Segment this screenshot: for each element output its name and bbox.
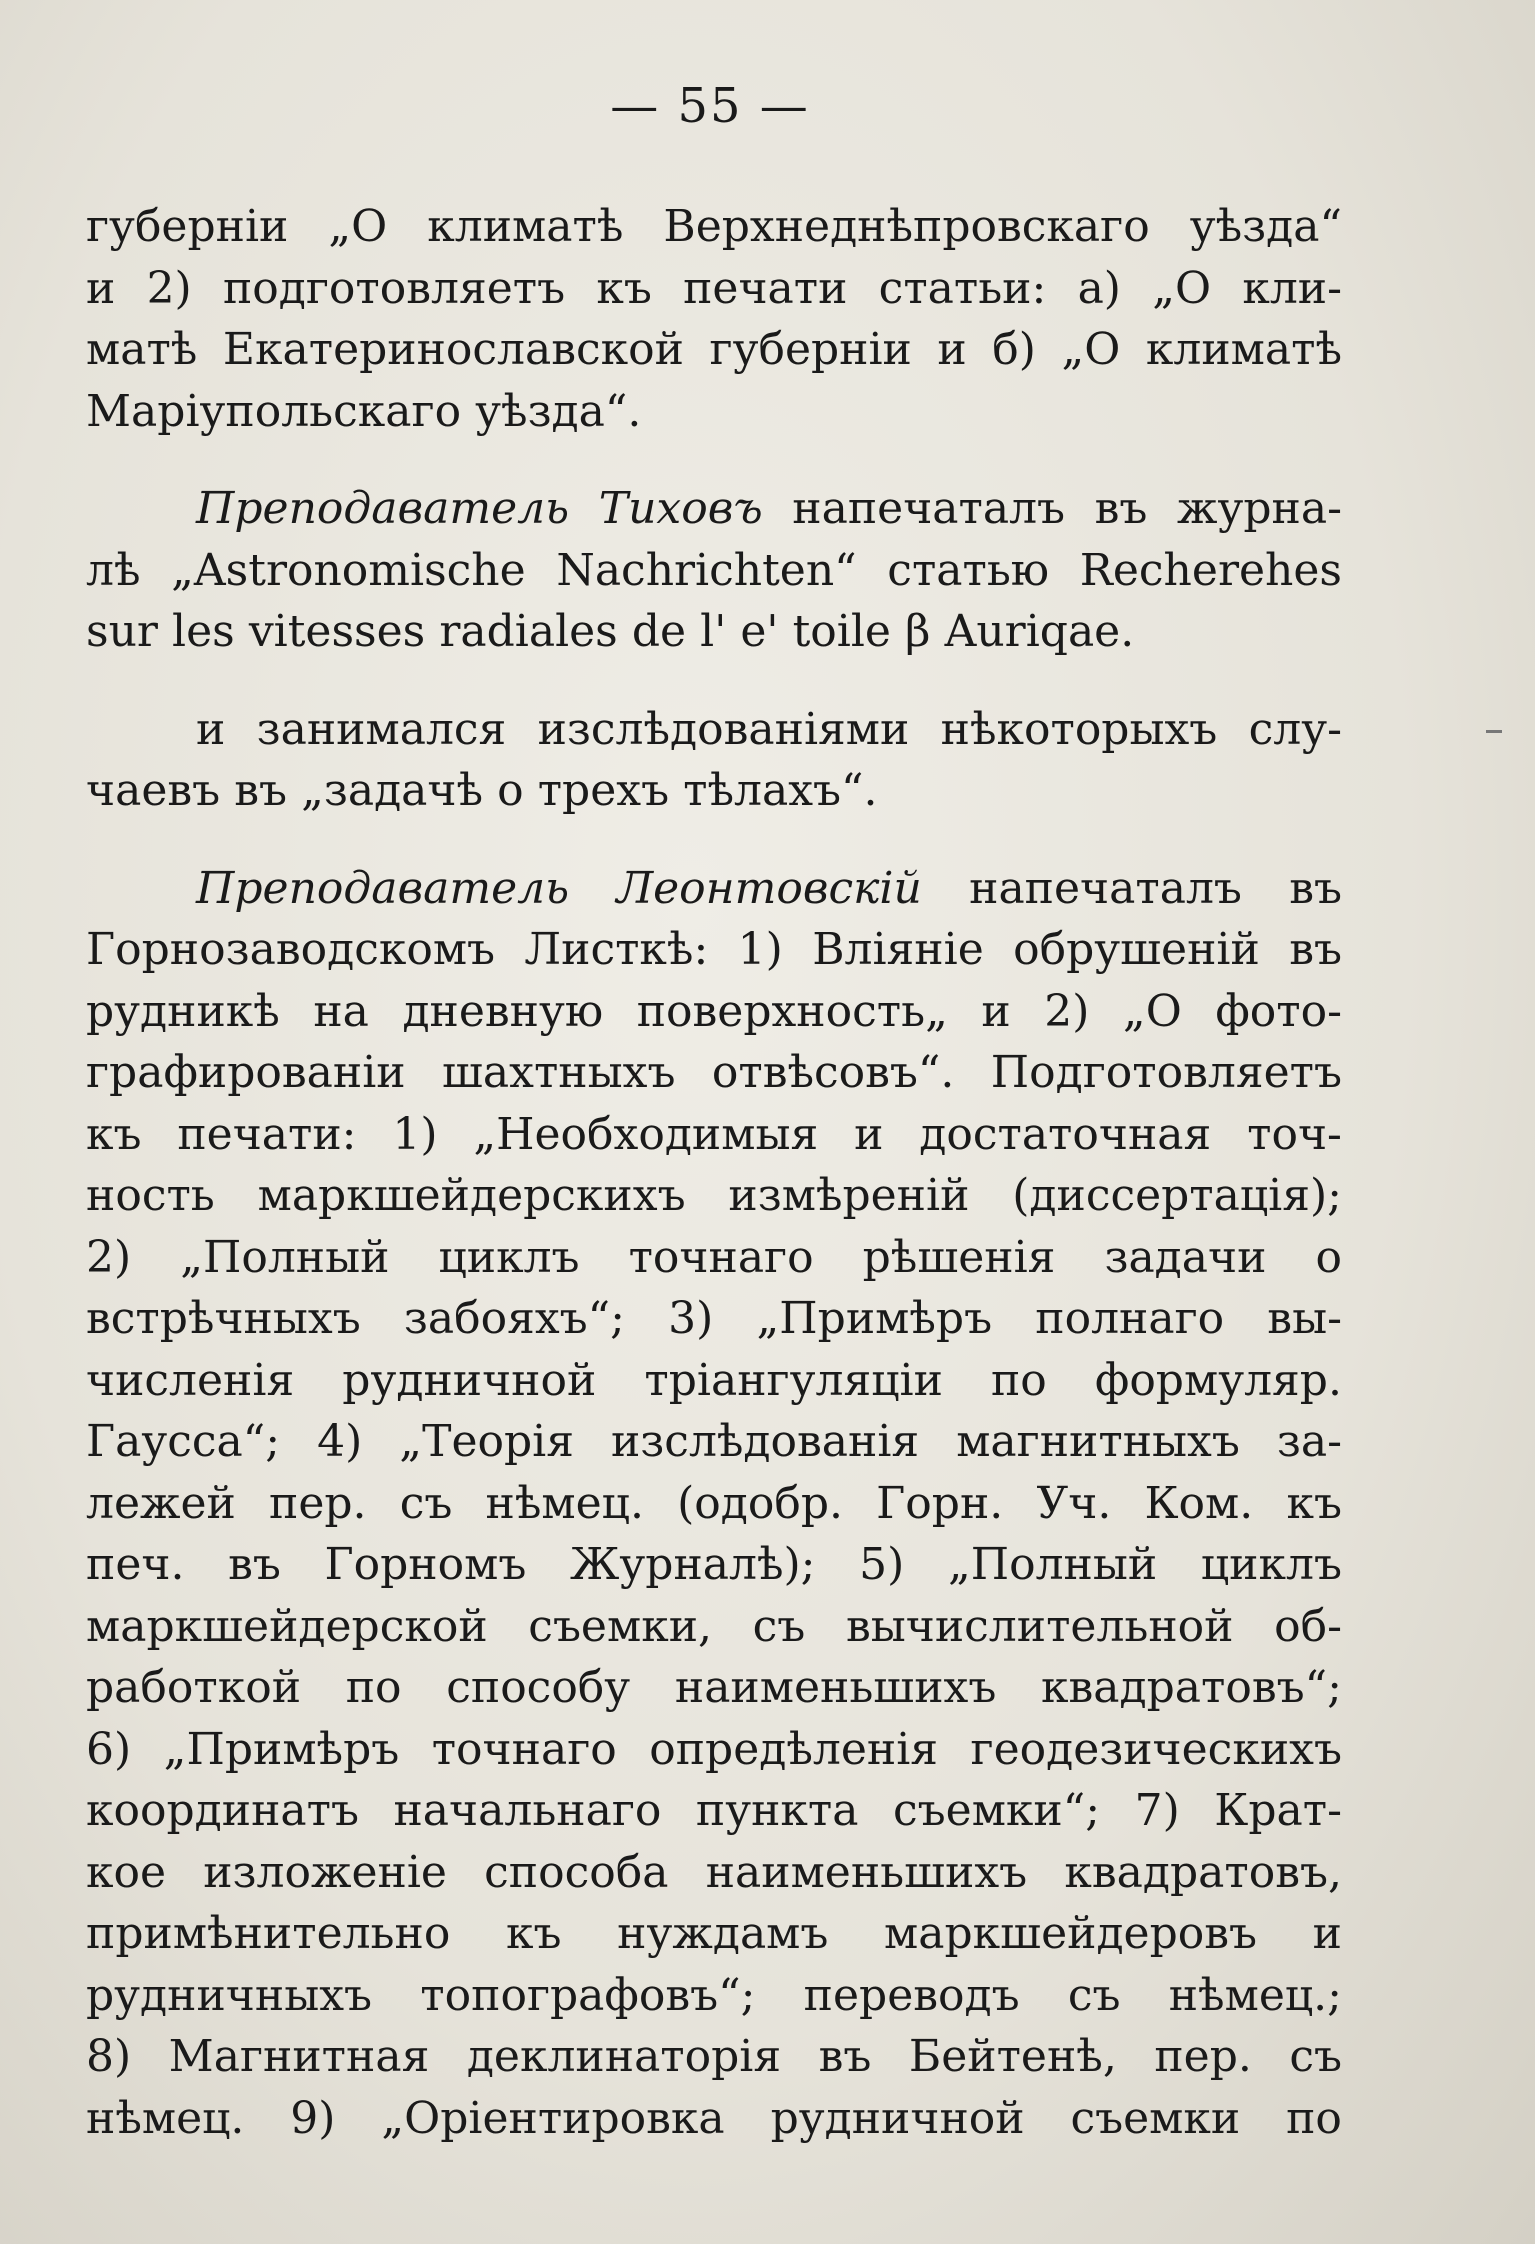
word: Листкѣ: <box>524 924 709 975</box>
word: печати: <box>177 1108 357 1160</box>
text-line <box>86 2026 1342 2088</box>
word: „Примѣръ <box>756 1293 993 1344</box>
text-line <box>86 1842 1342 1904</box>
word: „Полный <box>947 1539 1158 1590</box>
word: точ- <box>1247 1108 1342 1160</box>
text-line <box>86 981 1342 1043</box>
word: въ <box>818 2031 872 2082</box>
word: вычислительной <box>845 1600 1234 1652</box>
text-line <box>86 1903 1342 1965</box>
word: vitesses <box>248 606 426 657</box>
word: геодезическихъ <box>970 1723 1342 1775</box>
word: de <box>631 606 687 657</box>
word: уѣзда“ <box>1189 201 1342 252</box>
word: β <box>905 606 931 657</box>
paragraph-gap <box>86 663 1342 699</box>
word: въ <box>1094 483 1148 534</box>
word: e' <box>740 606 779 657</box>
word: напечаталъ <box>969 862 1242 914</box>
word: печ. <box>86 1539 185 1590</box>
word: забояхъ“; <box>403 1293 625 1344</box>
word: съ <box>752 1600 806 1652</box>
word: координатъ <box>86 1785 359 1836</box>
word: рудничной <box>770 2092 1025 2144</box>
word: „Необходимыя <box>473 1108 819 1160</box>
word: и <box>981 985 1011 1037</box>
word: рудничныхъ <box>86 1969 373 2021</box>
word: toile <box>792 606 891 657</box>
word: „Теорія <box>399 1416 574 1467</box>
text-line <box>86 1719 1342 1781</box>
word: къ <box>506 1908 562 1959</box>
word: Екатеринославской <box>222 324 684 375</box>
text-line <box>86 699 1342 761</box>
word: 5) <box>859 1539 905 1590</box>
word: съемки, <box>528 1600 713 1652</box>
word: по <box>990 1354 1047 1406</box>
word: слу- <box>1248 703 1342 755</box>
italic-word: Леонтовскій <box>616 862 922 914</box>
word: губерніи <box>709 324 912 375</box>
word: шахтныхъ <box>442 1047 676 1098</box>
word: вы- <box>1267 1293 1342 1344</box>
word: въ <box>1289 862 1342 914</box>
word: рудничной <box>342 1354 597 1406</box>
paragraph <box>86 196 1342 442</box>
word: „О <box>1152 262 1212 314</box>
word: поверхность„ <box>636 985 948 1037</box>
word: съемки“; <box>893 1785 1101 1836</box>
word: съ <box>399 1477 453 1529</box>
word: магнитныхъ <box>956 1416 1240 1467</box>
word: маркшейдерскихъ <box>257 1170 686 1221</box>
paragraph <box>86 858 1342 2150</box>
word: тѣлахъ“. <box>683 765 878 816</box>
word: уѣзда“. <box>475 385 642 437</box>
word: квадратовъ“; <box>1041 1662 1342 1713</box>
word: 8) <box>86 2031 132 2082</box>
word: за- <box>1276 1416 1342 1467</box>
word: точнаго <box>431 1723 617 1775</box>
word: и <box>196 703 226 755</box>
word: Журналѣ); <box>569 1539 816 1590</box>
text-line <box>86 1288 1342 1350</box>
word: и <box>854 1108 884 1160</box>
word: лежей <box>86 1477 236 1529</box>
text-line <box>86 2088 1342 2150</box>
word: обрушеній <box>1013 924 1260 975</box>
word: способу <box>446 1662 631 1713</box>
text-line <box>86 1657 1342 1719</box>
text-line <box>86 319 1342 381</box>
word: Вліяніе <box>812 924 984 975</box>
word: Горн. <box>876 1477 1004 1529</box>
word: Маріупольскаго <box>86 385 462 437</box>
text-line <box>86 1411 1342 1473</box>
word: les <box>172 606 235 657</box>
word: 3) <box>668 1293 714 1344</box>
word: Гаусса“; <box>86 1416 281 1467</box>
word: рѣшенія <box>862 1231 1056 1283</box>
word: Верхнеднѣпровскаго <box>663 201 1150 252</box>
word: переводъ <box>803 1969 1020 2021</box>
word: графированіи <box>86 1047 406 1098</box>
word: встрѣчныхъ <box>86 1293 361 1344</box>
word: 7) <box>1134 1785 1180 1836</box>
word: „О <box>328 201 388 252</box>
text-line <box>86 1596 1342 1658</box>
text-line <box>86 540 1342 602</box>
word: климатѣ <box>1145 324 1342 375</box>
text-line <box>86 196 1342 258</box>
text-line <box>86 1534 1342 1596</box>
word: напечаталъ <box>792 483 1066 534</box>
word: губерніи <box>86 201 289 252</box>
text-line <box>86 1780 1342 1842</box>
text-line <box>86 381 1342 443</box>
word: работкой <box>86 1662 302 1713</box>
word: Nachrichten“ <box>556 544 857 596</box>
italic-word: Преподаватель <box>196 862 570 914</box>
word: 9) <box>290 2092 336 2144</box>
word: журна- <box>1177 483 1342 534</box>
word: маркшейдеровъ <box>884 1908 1257 1959</box>
word: климатѣ <box>427 201 624 252</box>
word: Крат- <box>1214 1785 1342 1836</box>
word: нѣкоторыхъ <box>940 703 1218 755</box>
paragraph-gap <box>86 822 1342 858</box>
word: Подготовляетъ <box>990 1047 1342 1098</box>
word: статью <box>887 544 1050 596</box>
word: циклъ <box>438 1231 580 1283</box>
word: измѣреній <box>728 1170 970 1221</box>
word: „Полный <box>180 1231 390 1283</box>
word: об- <box>1274 1600 1342 1652</box>
word: въ <box>234 765 287 816</box>
word: а) <box>1077 262 1121 314</box>
word: наименьшихъ <box>674 1662 997 1713</box>
paragraph <box>86 699 1342 822</box>
word: по <box>345 1662 402 1713</box>
word: 2) <box>86 1231 132 1283</box>
word: „задачѣ <box>301 765 484 816</box>
text-line <box>86 1350 1342 1412</box>
text-line <box>86 478 1342 540</box>
word: по <box>1286 2092 1342 2144</box>
word: „Примѣръ <box>163 1723 400 1775</box>
word: Горнозаводскомъ <box>86 924 496 975</box>
word: sur <box>86 606 158 657</box>
word: пер. <box>1154 2031 1252 2082</box>
word: печати <box>683 262 848 314</box>
word: 2) <box>146 262 192 314</box>
word: Recherehes <box>1079 544 1342 596</box>
word: Магнитная <box>168 2031 430 2082</box>
paragraph-gap <box>86 442 1342 478</box>
margin-mark <box>1486 730 1502 733</box>
word: и <box>937 324 967 375</box>
text-line <box>86 1227 1342 1289</box>
word: 6) <box>86 1723 132 1775</box>
word: полнаго <box>1035 1293 1225 1344</box>
word: и <box>1312 1908 1342 1959</box>
text-line <box>86 1042 1342 1104</box>
word: фото- <box>1215 985 1342 1037</box>
word: съ <box>1289 2031 1342 2082</box>
word: „О <box>1061 324 1121 375</box>
word: примѣнительно <box>86 1908 451 1959</box>
text-line <box>86 858 1342 920</box>
word: б) <box>992 324 1036 375</box>
italic-word: Тиховъ <box>598 483 763 534</box>
word: „О <box>1122 985 1182 1037</box>
word: съемки <box>1070 2092 1241 2144</box>
word: опредѣленія <box>649 1723 939 1775</box>
word: тріангуляціи <box>644 1354 943 1406</box>
word: способа <box>484 1846 669 1898</box>
word: ность <box>86 1170 215 1221</box>
word: топографовъ“; <box>420 1969 756 2021</box>
word: отвѣсовъ“. <box>711 1047 955 1098</box>
page-number: — 55 — <box>610 78 810 134</box>
word: нѣмец. <box>86 2092 245 2144</box>
word: пункта <box>695 1785 859 1836</box>
word: кое <box>86 1846 167 1898</box>
word: 4) <box>317 1416 363 1467</box>
word: на <box>313 985 369 1037</box>
word: Ком. <box>1144 1477 1254 1529</box>
text-line <box>86 1965 1342 2027</box>
word: Бейтенѣ, <box>908 2031 1117 2082</box>
italic-word: Преподаватель <box>196 483 570 534</box>
word: кли- <box>1242 262 1342 314</box>
word: о <box>497 765 524 816</box>
word: 2) <box>1044 985 1090 1037</box>
text-line <box>86 601 1342 663</box>
word: нуждамъ <box>617 1908 829 1959</box>
word: циклъ <box>1200 1539 1342 1590</box>
word: къ <box>1286 1477 1342 1529</box>
word: дневную <box>402 985 604 1037</box>
text-line <box>86 760 1342 822</box>
word: квадратовъ, <box>1064 1846 1342 1898</box>
word: Уч. <box>1036 1477 1112 1529</box>
word: статьи: <box>878 262 1047 314</box>
word: изслѣдованія <box>610 1416 920 1467</box>
word: въ <box>228 1539 281 1590</box>
word: (одобр. <box>677 1477 843 1529</box>
text-line <box>86 1165 1342 1227</box>
word: точнаго <box>628 1231 814 1283</box>
text-line <box>86 1104 1342 1166</box>
word: изложеніе <box>203 1846 447 1898</box>
word: къ <box>86 1108 142 1160</box>
text-line <box>86 258 1342 320</box>
word: чаевъ <box>86 765 221 816</box>
word: маркшейдерской <box>86 1600 488 1652</box>
word: Горномъ <box>324 1539 527 1590</box>
text-line <box>86 919 1342 981</box>
word: нѣмец.; <box>1168 1969 1342 2021</box>
word: къ <box>596 262 652 314</box>
body-text <box>86 196 1342 2149</box>
word: о <box>1315 1231 1342 1283</box>
word: Auriqae. <box>944 606 1135 657</box>
word: изслѣдованіями <box>537 703 910 755</box>
word: „Astronomische <box>171 544 526 596</box>
word: 1) <box>737 924 783 975</box>
word: нѣмец. <box>485 1477 644 1529</box>
word: 1) <box>392 1108 438 1160</box>
word: лѣ <box>86 544 141 596</box>
word: формуляр. <box>1094 1354 1342 1406</box>
word: наименьшихъ <box>705 1846 1028 1898</box>
word: начальнаго <box>393 1785 662 1836</box>
word: „Оріентировка <box>381 2092 725 2144</box>
word: radiales <box>439 606 618 657</box>
word: пер. <box>269 1477 367 1529</box>
text-line <box>86 1473 1342 1535</box>
word: достаточная <box>919 1108 1212 1160</box>
word: (диссертація); <box>1012 1170 1342 1221</box>
word: въ <box>1289 924 1342 975</box>
word: l' <box>700 606 727 657</box>
word: рудникѣ <box>86 985 280 1037</box>
word: и <box>86 262 116 314</box>
paragraph <box>86 478 1342 663</box>
word: трехъ <box>537 765 670 816</box>
word: задачи <box>1104 1231 1267 1283</box>
word: съ <box>1067 1969 1121 2021</box>
word: занимался <box>256 703 507 755</box>
word: численія <box>86 1354 295 1406</box>
word: матѣ <box>86 324 198 375</box>
word: подготовляетъ <box>222 262 566 314</box>
word: деклинаторія <box>466 2031 782 2082</box>
